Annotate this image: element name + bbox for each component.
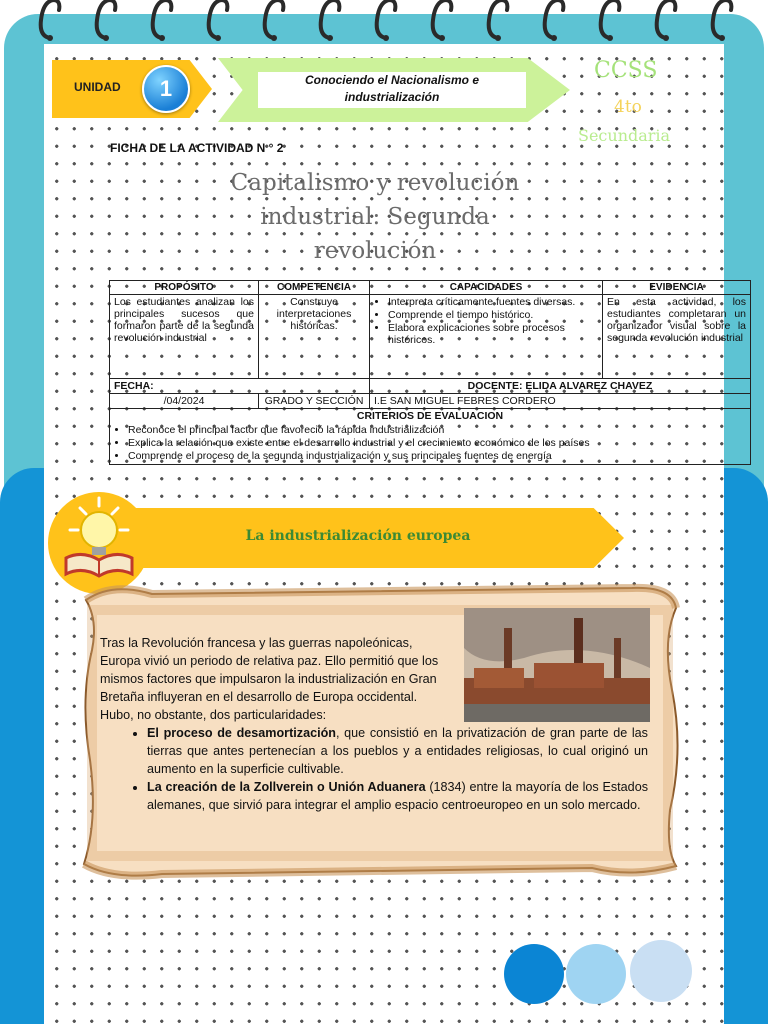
spiral-ring (317, 0, 343, 42)
criterio-item: • Comprende el proceso de la segunda industrialización y sus principales fuentes de energía (128, 450, 746, 462)
proposito-cell: Los estudiantes analizan los principales sucesos que formaron parte de la segunda revolución industrial (110, 295, 259, 379)
header-evidencia: EVIDENCIA (603, 281, 751, 295)
intro-line: Bretaña influyeran en el desarrollo de Europa occidental. (100, 690, 418, 704)
fecha-label: FECHA: (110, 379, 370, 394)
criterios-cell (110, 423, 751, 465)
bullet-text: , que consistió en la privatización de gran parte de las tierras que antes pertenecían a los pueblos y a entidades religiosas, lo cual originó un aumento en la superficie cultivable. (147, 726, 648, 776)
list-item (147, 724, 648, 778)
spiral-ring (93, 0, 119, 42)
fecha-value: /04/2024 (110, 394, 259, 409)
list-item (147, 778, 648, 814)
criterio-item: • Explica la relación que existe entre el desarrollo industrial y el crecimiento económico de los países (128, 437, 746, 449)
bullet-text: (1834) entre la mayoría de los Estados alemanes, que sirvió para integrar el amplio espacio centroeuropeo en un solo mercado. (147, 780, 648, 812)
competencia-cell: Construye interpretaciones históricas. (259, 295, 370, 379)
spiral-ring (37, 0, 63, 42)
spiral-ring (429, 0, 455, 42)
spiral-ring (653, 0, 679, 42)
decorative-circle (566, 944, 626, 1004)
spiral-ring (485, 0, 511, 42)
particularities-list (100, 724, 648, 814)
table-row (110, 423, 751, 465)
criterio-item: • Reconoce el principal factor que favoreció la rápida industrialización (128, 424, 746, 436)
activity-info-table (109, 280, 751, 465)
spiral-ring (261, 0, 287, 42)
capacidad-item: • Comprende el tiempo histórico. (388, 309, 598, 321)
intro-line: Hubo, no obstante, dos particularidades: (100, 708, 327, 722)
unit-title: Conociendo el Nacionalismo e industrialización (304, 73, 480, 104)
grado-label: GRADO Y SECCIÓN (259, 394, 370, 409)
section-title: La industrialización europea (245, 528, 471, 544)
table-header-row (110, 281, 751, 295)
activity-number: FICHA DE LA ACTIVIDAD N ° 2 (110, 141, 284, 155)
decorative-circle (504, 944, 564, 1004)
header-competencia: COMPETENCIA (259, 281, 370, 295)
spiral-ring (709, 0, 735, 42)
intro-line: Tras la Revolución francesa y las guerras napoleónicas, (100, 636, 413, 650)
bullet-bold: La creación de la Zollverein o Unión Aduanera (147, 780, 426, 794)
capacidad-item: • Interpreta críticamente fuentes diversas. (388, 296, 598, 308)
grade-label: 4to (614, 97, 642, 117)
docente-label: DOCENTE: ELIDA ALVAREZ CHAVEZ (370, 379, 751, 394)
criterios-title: CRITERIOS DE EVALUACION (110, 409, 751, 424)
lightbulb-book-icon (48, 492, 150, 594)
unit-label: UNIDAD (74, 80, 121, 94)
spiral-ring (149, 0, 175, 42)
intro-line: mismos factores que impulsaron la industrialización en Gran (100, 672, 437, 686)
page-title: Capitalismo y revolución industrial: Segunda revolución (230, 170, 520, 264)
spiral-ring (205, 0, 231, 42)
unit-number-badge: 1 (142, 65, 190, 113)
content-text (100, 634, 648, 814)
evidencia-cell: En esta actividad, los estudiantes completaran un organizador visual sobre la segunda revolución industrial (603, 295, 751, 379)
table-row (110, 295, 751, 379)
capacidad-item: • Elabora explicaciones sobre procesos históricos. (388, 322, 598, 346)
subject-label: CCSS (594, 58, 658, 83)
capacidades-cell (370, 295, 603, 379)
spiral-ring (373, 0, 399, 42)
table-row (110, 394, 751, 409)
bullet-bold: El proceso de desamortización (147, 726, 336, 740)
level-label: Secundaria (578, 126, 671, 145)
decorative-circle (630, 940, 692, 1002)
header-proposito: PROPÓSITO (110, 281, 259, 295)
intro-paragraph (100, 634, 648, 724)
school-name: I.E SAN MIGUEL FEBRES CORDERO (370, 394, 751, 409)
spiral-ring (541, 0, 567, 42)
header-capacidades: CAPACIDADES (370, 281, 603, 295)
table-row (110, 379, 751, 394)
intro-line: Europa vivió un periodo de relativa paz. Ello permitió que los (100, 654, 439, 668)
table-row (110, 409, 751, 424)
spiral-ring (597, 0, 623, 42)
